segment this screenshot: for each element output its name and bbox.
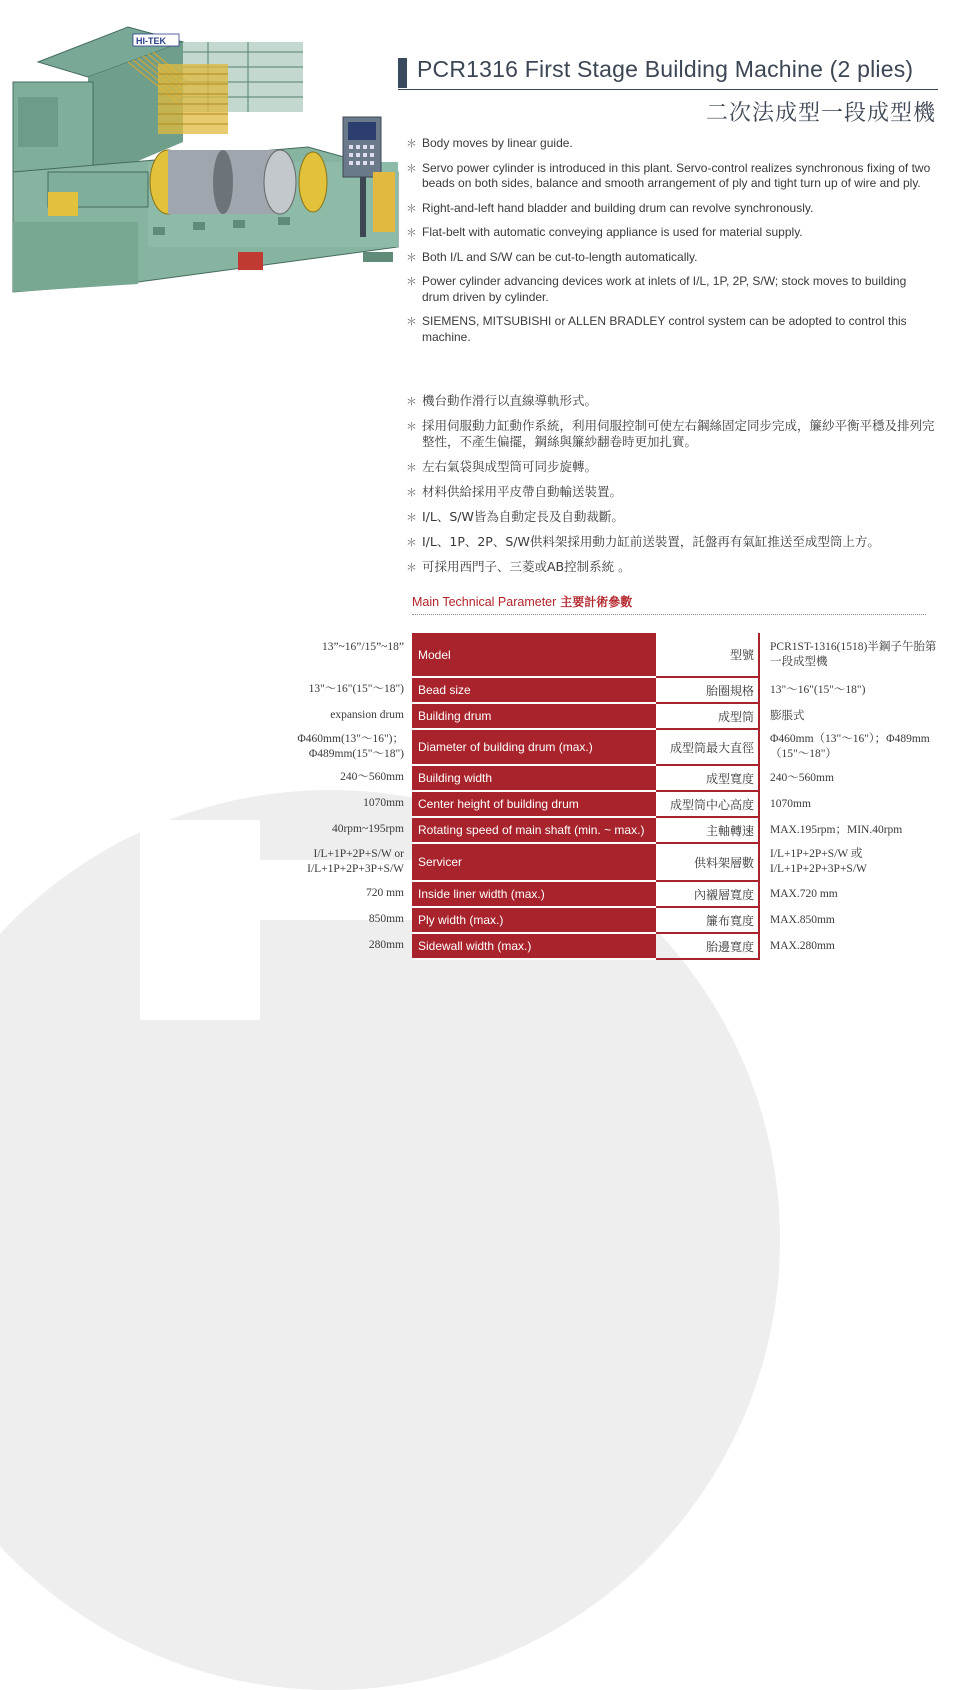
- parameter-row: [412, 791, 940, 817]
- parameter-left-value: 720 mm: [365, 887, 404, 899]
- parameter-value: 1070mm: [770, 797, 811, 810]
- parameter-value: MAX.195rpm；MIN.40rpm: [770, 823, 903, 836]
- feature-zh-item: [406, 484, 936, 500]
- parameter-value: MAX.720 mm: [770, 887, 838, 900]
- parameter-name-zh: 供料架層數: [656, 843, 759, 881]
- feature-zh-item: [406, 509, 936, 525]
- parameter-left-value: I/L+1P+2P+S/W or I/L+1P+2P+3P+S/W: [307, 848, 404, 875]
- parameter-name-en: Diameter of building drum (max.): [412, 729, 656, 765]
- page-title: PCR1316 First Stage Building Machine (2 plies): [417, 56, 914, 82]
- parameter-name-en: Ply width (max.): [412, 907, 656, 933]
- bullet-star-icon: ＊: [406, 420, 417, 433]
- parameter-name-zh: 胎邊寬度: [656, 933, 759, 959]
- parameter-row: [412, 881, 940, 907]
- parameter-left-value: 13"～16"(15"～18"): [308, 683, 404, 695]
- parameter-value: PCR1ST-1316(1518)半鋼子午胎第一段成型機: [770, 641, 937, 668]
- parameter-value: I/L+1P+2P+S/W 或 I/L+1P+2P+3P+S/W: [770, 848, 867, 875]
- feature-en-item: [406, 201, 936, 217]
- feature-zh-item: [406, 418, 936, 449]
- feature-zh-text: 採用伺服動力缸動作系統，利用伺服控制可使左右鋼絲固定同步完成，簾紗平衡平穩及排列完整性，不產生偏擺，鋼絲與簾紗翻卷時更加扎實。: [422, 418, 935, 449]
- parameters-table: [412, 633, 940, 960]
- parameters-heading-en: Main Technical Parameter: [412, 595, 557, 609]
- bullet-star-icon: ＊: [406, 316, 417, 328]
- parameter-left-value: 1070mm: [363, 797, 404, 809]
- features-list-chinese: [406, 393, 936, 584]
- parameter-name-zh: 內襯層寬度: [656, 881, 759, 907]
- bullet-star-icon: ＊: [406, 138, 417, 150]
- feature-en-text: Power cylinder advancing devices work at inlets of I/L, 1P, 2P, S/W; stock moves to building drum driven by cylinder.: [422, 274, 907, 304]
- bullet-star-icon: ＊: [406, 202, 417, 215]
- parameter-name-en: Servicer: [412, 843, 656, 881]
- feature-zh-text: 左右氣袋與成型筒可同步旋轉。: [422, 458, 598, 474]
- feature-en-item: [406, 136, 936, 152]
- bullet-star-icon: ＊: [406, 251, 417, 264]
- parameter-value: 13"～16"(15"～18"): [770, 683, 866, 696]
- feature-zh-text: I/L、1P、2P、S/W供料架採用動力缸前送裝置，託盤再有氣缸推送至成型筒上方。: [422, 533, 880, 549]
- feature-en-text: Servo power cylinder is introduced in this plant. Servo-control realizes synchronous fixing of two beads on both sides, balance and smooth arrangement of ply and tight turn up of wire and ply.: [422, 160, 931, 190]
- bullet-star-icon: ＊: [406, 227, 417, 239]
- feature-en-item: [406, 314, 936, 345]
- feature-zh-text: 可採用西門子、三菱或AB控制系統 。: [422, 558, 631, 574]
- feature-zh-text: I/L、S/W皆為自動定長及自動裁斷。: [422, 508, 624, 524]
- bullet-star-icon: ＊: [406, 560, 417, 574]
- parameters-heading: [412, 593, 632, 610]
- title-divider: [398, 89, 938, 90]
- features-list-english: [406, 136, 936, 354]
- parameter-name-en: Building width: [412, 765, 656, 791]
- parameter-name-zh: 型號: [656, 633, 759, 677]
- parameters-heading-zh: 主要計術參數: [560, 595, 633, 609]
- bullet-star-icon: ＊: [406, 535, 417, 549]
- feature-en-item: [406, 250, 936, 266]
- feature-zh-item: [406, 393, 936, 409]
- parameter-left-value: Φ460mm(13"～16")；Φ489mm(15"～18"): [297, 733, 404, 760]
- parameter-row: [412, 907, 940, 933]
- feature-en-text: Flat-belt with automatic conveying appliance is used for material supply.: [422, 225, 803, 239]
- parameter-name-zh: 簾布寬度: [656, 907, 759, 933]
- parameter-name-zh: 成型筒: [656, 703, 759, 729]
- parameter-row: [412, 817, 940, 843]
- title-accent-bar: [398, 58, 407, 88]
- machine-photo: [8, 22, 402, 297]
- parameter-name-en: Building drum: [412, 703, 656, 729]
- parameter-left-value: 40rpm~195rpm: [331, 823, 404, 835]
- parameter-left-value: 850mm: [368, 913, 404, 925]
- feature-zh-item: [406, 534, 936, 550]
- parameters-divider: [412, 614, 926, 615]
- feature-en-item: [406, 274, 936, 305]
- bullet-star-icon: ＊: [406, 510, 417, 524]
- parameter-name-en: Bead size: [412, 677, 656, 703]
- parameter-row: [412, 933, 940, 959]
- parameter-name-zh: 成型寬度: [656, 765, 759, 791]
- feature-en-text: Body moves by linear guide.: [422, 136, 573, 150]
- parameter-left-value: expansion drum: [330, 709, 404, 721]
- feature-zh-item: [406, 559, 936, 575]
- brand-logo: HI-TEK: [136, 36, 166, 46]
- bullet-star-icon: ＊: [406, 276, 417, 288]
- parameter-name-en: Sidewall width (max.): [412, 933, 656, 959]
- parameter-name-zh: 主軸轉速: [656, 817, 759, 843]
- parameter-name-zh: 胎圈規格: [656, 677, 759, 703]
- parameter-name-en: Center height of building drum: [412, 791, 656, 817]
- parameter-left-value: 240～560mm: [340, 771, 404, 783]
- parameter-name-en: Model: [412, 633, 656, 677]
- parameter-row: [412, 703, 940, 729]
- parameter-value: 膨脹式: [770, 709, 805, 722]
- parameter-name-en: Inside liner width (max.): [412, 881, 656, 907]
- feature-en-text: Right-and-left hand bladder and building drum can revolve synchronously.: [422, 200, 814, 215]
- feature-zh-text: 材料供給採用平皮帶自動輸送裝置。: [422, 483, 623, 499]
- parameter-value: Φ460mm（13"～16"）；Φ489mm（15"～18"）: [770, 733, 930, 760]
- feature-en-text: Both I/L and S/W can be cut-to-length automatically.: [422, 249, 698, 264]
- parameter-name-zh: 成型筒中心高度: [656, 791, 759, 817]
- parameter-row: [412, 843, 940, 881]
- parameter-row: [412, 729, 940, 765]
- bullet-star-icon: ＊: [406, 485, 417, 499]
- parameter-name-zh: 成型筒最大直徑: [656, 729, 759, 765]
- feature-zh-text: 機台動作滑行以直線導軌形式。: [422, 393, 598, 408]
- parameter-value: 240～560mm: [770, 771, 834, 784]
- page-title-chinese: 二次法成型一段成型機: [705, 100, 936, 125]
- parameter-left-value: 280mm: [368, 939, 404, 951]
- parameter-row: [412, 633, 940, 677]
- bullet-star-icon: ＊: [406, 162, 417, 175]
- feature-en-text: SIEMENS, MITSUBISHI or ALLEN BRADLEY control system can be adopted to control this machine.: [422, 314, 907, 344]
- bullet-star-icon: ＊: [406, 460, 417, 474]
- parameter-row: [412, 765, 940, 791]
- parameter-row: [412, 677, 940, 703]
- feature-zh-item: [406, 459, 936, 475]
- parameter-value: MAX.850mm: [770, 913, 835, 926]
- bullet-star-icon: ＊: [406, 395, 417, 408]
- feature-en-item: [406, 225, 936, 241]
- parameter-value: MAX.280mm: [770, 939, 835, 952]
- parameter-left-value: 13”~16”/15”~18”: [321, 641, 404, 653]
- feature-en-item: [406, 161, 936, 192]
- parameter-name-en: Rotating speed of main shaft (min. ~ max.): [412, 817, 656, 843]
